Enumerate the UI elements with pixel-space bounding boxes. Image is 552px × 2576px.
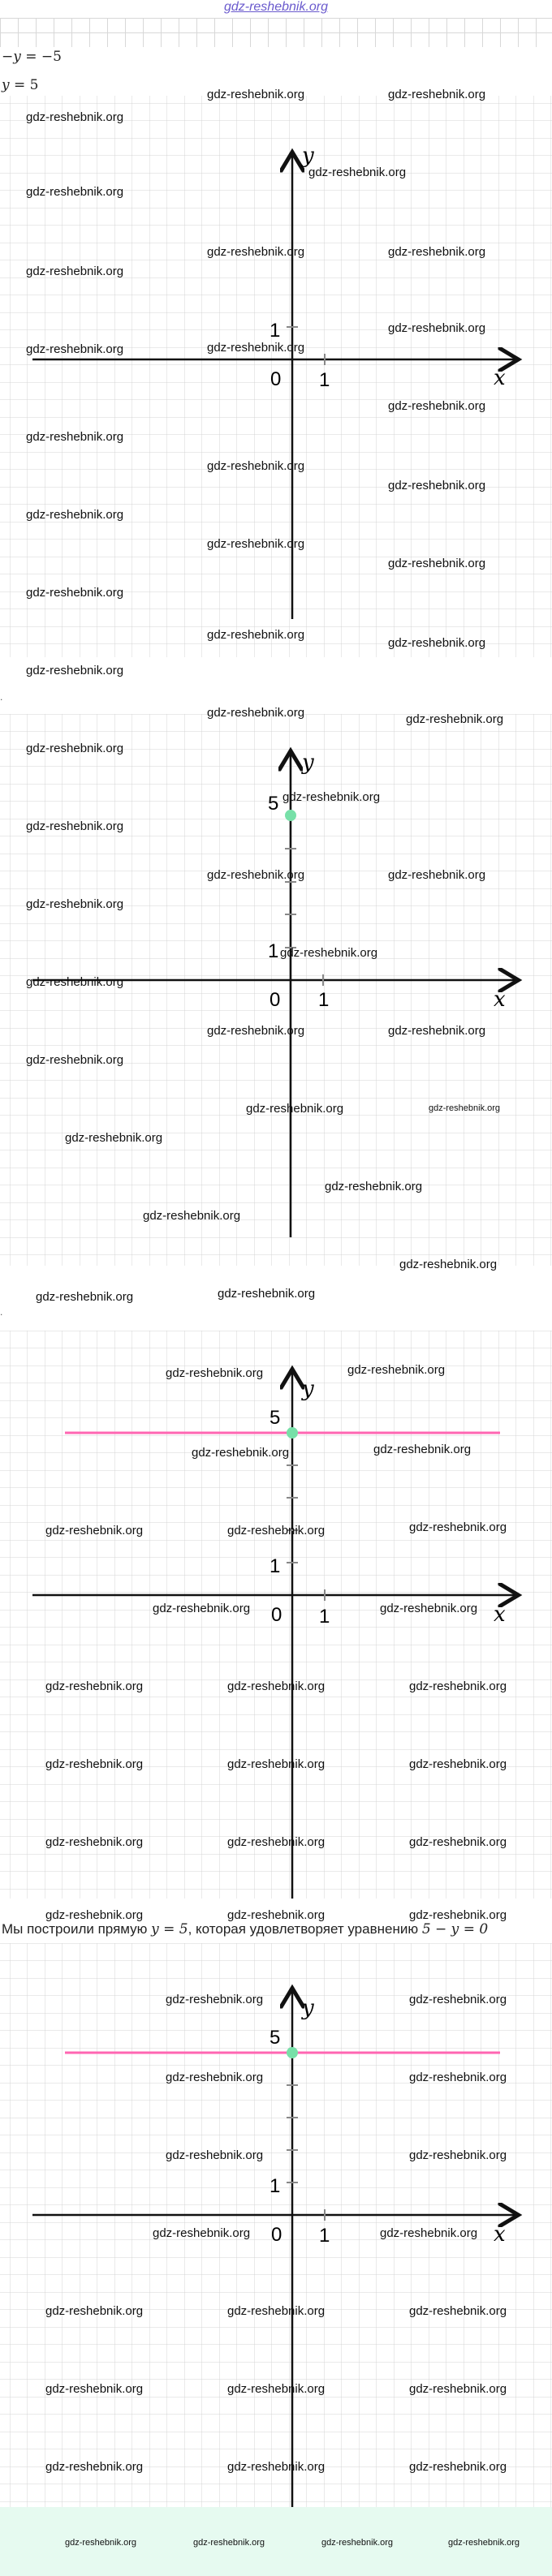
watermark: gdz-reshebnik.org: [207, 537, 305, 551]
watermark: gdz-reshebnik.org: [388, 88, 486, 101]
watermark: gdz-reshebnik.org: [347, 1363, 446, 1377]
y-axis-label: y: [302, 1377, 314, 1401]
watermark: gdz-reshebnik.org: [380, 1602, 478, 1615]
y-axis-label: y: [302, 750, 314, 775]
watermark: gdz-reshebnik.org: [388, 399, 486, 413]
header: [0, 0, 552, 47]
tick-y-5: 5: [268, 793, 279, 815]
watermark: gdz-reshebnik.org: [388, 557, 486, 570]
watermark: gdz-reshebnik.org: [409, 2304, 507, 2318]
watermark: gdz-reshebnik.org: [166, 1366, 264, 1380]
watermark: gdz-reshebnik.org: [65, 1131, 163, 1145]
watermark: gdz-reshebnik.org: [409, 1757, 507, 1771]
watermark: gdz-reshebnik.org: [409, 1993, 507, 2006]
watermark: gdz-reshebnik.org: [192, 1446, 290, 1460]
x-axis-label: x: [494, 987, 506, 1012]
watermark: gdz-reshebnik.org: [26, 185, 124, 199]
watermark: gdz-reshebnik.org: [26, 897, 124, 911]
equation-1: −y = −5: [2, 49, 62, 65]
watermark: gdz-reshebnik.org: [26, 664, 124, 677]
watermark: gdz-reshebnik.org: [448, 2538, 520, 2548]
watermark: gdz-reshebnik.org: [45, 1908, 144, 1922]
equation-2: y = 5: [2, 77, 39, 93]
watermark: gdz-reshebnik.org: [207, 88, 305, 101]
plot-panel-1: [0, 96, 552, 657]
tick-x-1: 1: [319, 369, 330, 391]
watermark: gdz-reshebnik.org: [166, 2071, 264, 2084]
conclusion-text: Мы построили прямую y = 5, которая удовлетворяет уравнению 5 − y = 0: [2, 1921, 489, 1937]
watermark: gdz-reshebnik.org: [26, 819, 124, 833]
watermark: gdz-reshebnik.org: [166, 2148, 264, 2162]
watermark: gdz-reshebnik.org: [26, 975, 124, 989]
watermark: gdz-reshebnik.org: [45, 2460, 144, 2474]
watermark: gdz-reshebnik.org: [36, 1290, 134, 1304]
watermark: gdz-reshebnik.org: [26, 508, 124, 522]
tick-y-1: 1: [268, 940, 279, 962]
watermark: gdz-reshebnik.org: [227, 1679, 326, 1693]
origin-label: 0: [271, 1604, 282, 1626]
watermark: gdz-reshebnik.org: [409, 1835, 507, 1849]
tick-y-5: 5: [270, 1407, 281, 1429]
plot-panel-4: [0, 1943, 552, 2507]
watermark: gdz-reshebnik.org: [26, 586, 124, 600]
tick-x-1: 1: [319, 1606, 330, 1628]
watermark: gdz-reshebnik.org: [207, 245, 305, 259]
footer-strip: [0, 2507, 552, 2576]
tick-y-1: 1: [270, 320, 281, 342]
separator-dot: .: [0, 1306, 3, 1318]
watermark: gdz-reshebnik.org: [227, 1835, 326, 1849]
watermark: gdz-reshebnik.org: [406, 712, 504, 726]
watermark: gdz-reshebnik.org: [388, 868, 486, 882]
watermark: gdz-reshebnik.org: [280, 946, 378, 960]
header-grid: [0, 18, 552, 47]
watermark: gdz-reshebnik.org: [218, 1287, 316, 1301]
watermark: gdz-reshebnik.org: [45, 2382, 144, 2396]
watermark: gdz-reshebnik.org: [409, 2148, 507, 2162]
watermark: gdz-reshebnik.org: [409, 2460, 507, 2474]
watermark: gdz-reshebnik.org: [45, 1835, 144, 1849]
watermark: gdz-reshebnik.org: [207, 459, 305, 473]
watermark: gdz-reshebnik.org: [282, 790, 381, 804]
watermark: gdz-reshebnik.org: [207, 628, 305, 642]
watermark: gdz-reshebnik.org: [227, 2382, 326, 2396]
tick-y-5: 5: [270, 2027, 281, 2049]
watermark: gdz-reshebnik.org: [166, 1993, 264, 2006]
tick-y-1: 1: [270, 1555, 281, 1577]
watermark: gdz-reshebnik.org: [26, 264, 124, 278]
watermark: gdz-reshebnik.org: [409, 1679, 507, 1693]
watermark: gdz-reshebnik.org: [45, 1524, 144, 1537]
watermark: gdz-reshebnik.org: [227, 1908, 326, 1922]
watermark: gdz-reshebnik.org: [153, 1602, 251, 1615]
watermark: gdz-reshebnik.org: [207, 868, 305, 882]
watermark: gdz-reshebnik.org: [246, 1102, 344, 1116]
watermark: gdz-reshebnik.org: [26, 342, 124, 356]
tick-y-1: 1: [270, 2175, 281, 2197]
watermark: gdz-reshebnik.org: [45, 1679, 144, 1693]
origin-label: 0: [271, 2224, 282, 2246]
watermark: gdz-reshebnik.org: [409, 1520, 507, 1534]
watermark: gdz-reshebnik.org: [321, 2538, 394, 2548]
watermark: gdz-reshebnik.org: [227, 1524, 326, 1537]
watermark: gdz-reshebnik.org: [207, 706, 305, 720]
separator-dot: .: [0, 691, 3, 703]
watermark: gdz-reshebnik.org: [380, 2226, 478, 2240]
watermark: gdz-reshebnik.org: [65, 2538, 137, 2548]
tick-x-1: 1: [318, 989, 330, 1011]
point-0-5: [287, 1427, 298, 1439]
x-axis-label: x: [494, 2222, 506, 2247]
plot-panel-2: [0, 714, 552, 1266]
watermark: gdz-reshebnik.org: [227, 1757, 326, 1771]
x-axis-label: x: [494, 366, 506, 390]
watermark: gdz-reshebnik.org: [388, 636, 486, 650]
y-axis-label: y: [302, 144, 314, 168]
watermark: gdz-reshebnik.org: [227, 2460, 326, 2474]
plot-1: [0, 96, 552, 657]
watermark: gdz-reshebnik.org: [399, 1258, 498, 1271]
point-0-5: [287, 2047, 298, 2058]
watermark: gdz-reshebnik.org: [26, 1053, 124, 1067]
watermark: gdz-reshebnik.org: [409, 1908, 507, 1922]
watermark: gdz-reshebnik.org: [429, 1103, 501, 1113]
watermark: gdz-reshebnik.org: [207, 1024, 305, 1038]
watermark: gdz-reshebnik.org: [143, 1209, 241, 1223]
origin-label: 0: [270, 368, 282, 390]
watermark: gdz-reshebnik.org: [227, 2304, 326, 2318]
watermark: gdz-reshebnik.org: [207, 341, 305, 355]
watermark: gdz-reshebnik.org: [409, 2382, 507, 2396]
watermark: gdz-reshebnik.org: [45, 2304, 144, 2318]
watermark: gdz-reshebnik.org: [388, 321, 486, 335]
origin-label: 0: [270, 989, 281, 1011]
watermark: gdz-reshebnik.org: [193, 2538, 265, 2548]
watermark: gdz-reshebnik.org: [409, 2071, 507, 2084]
site-link[interactable]: gdz-reshebnik.org: [223, 0, 329, 14]
watermark: gdz-reshebnik.org: [308, 166, 407, 179]
y-axis-label: y: [302, 1996, 314, 2020]
watermark: gdz-reshebnik.org: [26, 742, 124, 755]
watermark: gdz-reshebnik.org: [388, 479, 486, 492]
x-axis-label: x: [494, 1602, 506, 1627]
plot-2: [0, 714, 552, 1266]
watermark: gdz-reshebnik.org: [388, 245, 486, 259]
point-0-5: [285, 810, 296, 821]
watermark: gdz-reshebnik.org: [26, 430, 124, 444]
watermark: gdz-reshebnik.org: [45, 1757, 144, 1771]
watermark: gdz-reshebnik.org: [153, 2226, 251, 2240]
watermark: gdz-reshebnik.org: [373, 1443, 472, 1456]
watermark: gdz-reshebnik.org: [26, 110, 124, 124]
tick-x-1: 1: [319, 2225, 330, 2247]
watermark: gdz-reshebnik.org: [325, 1180, 423, 1193]
plot-4: [0, 1943, 552, 2507]
watermark: gdz-reshebnik.org: [388, 1024, 486, 1038]
